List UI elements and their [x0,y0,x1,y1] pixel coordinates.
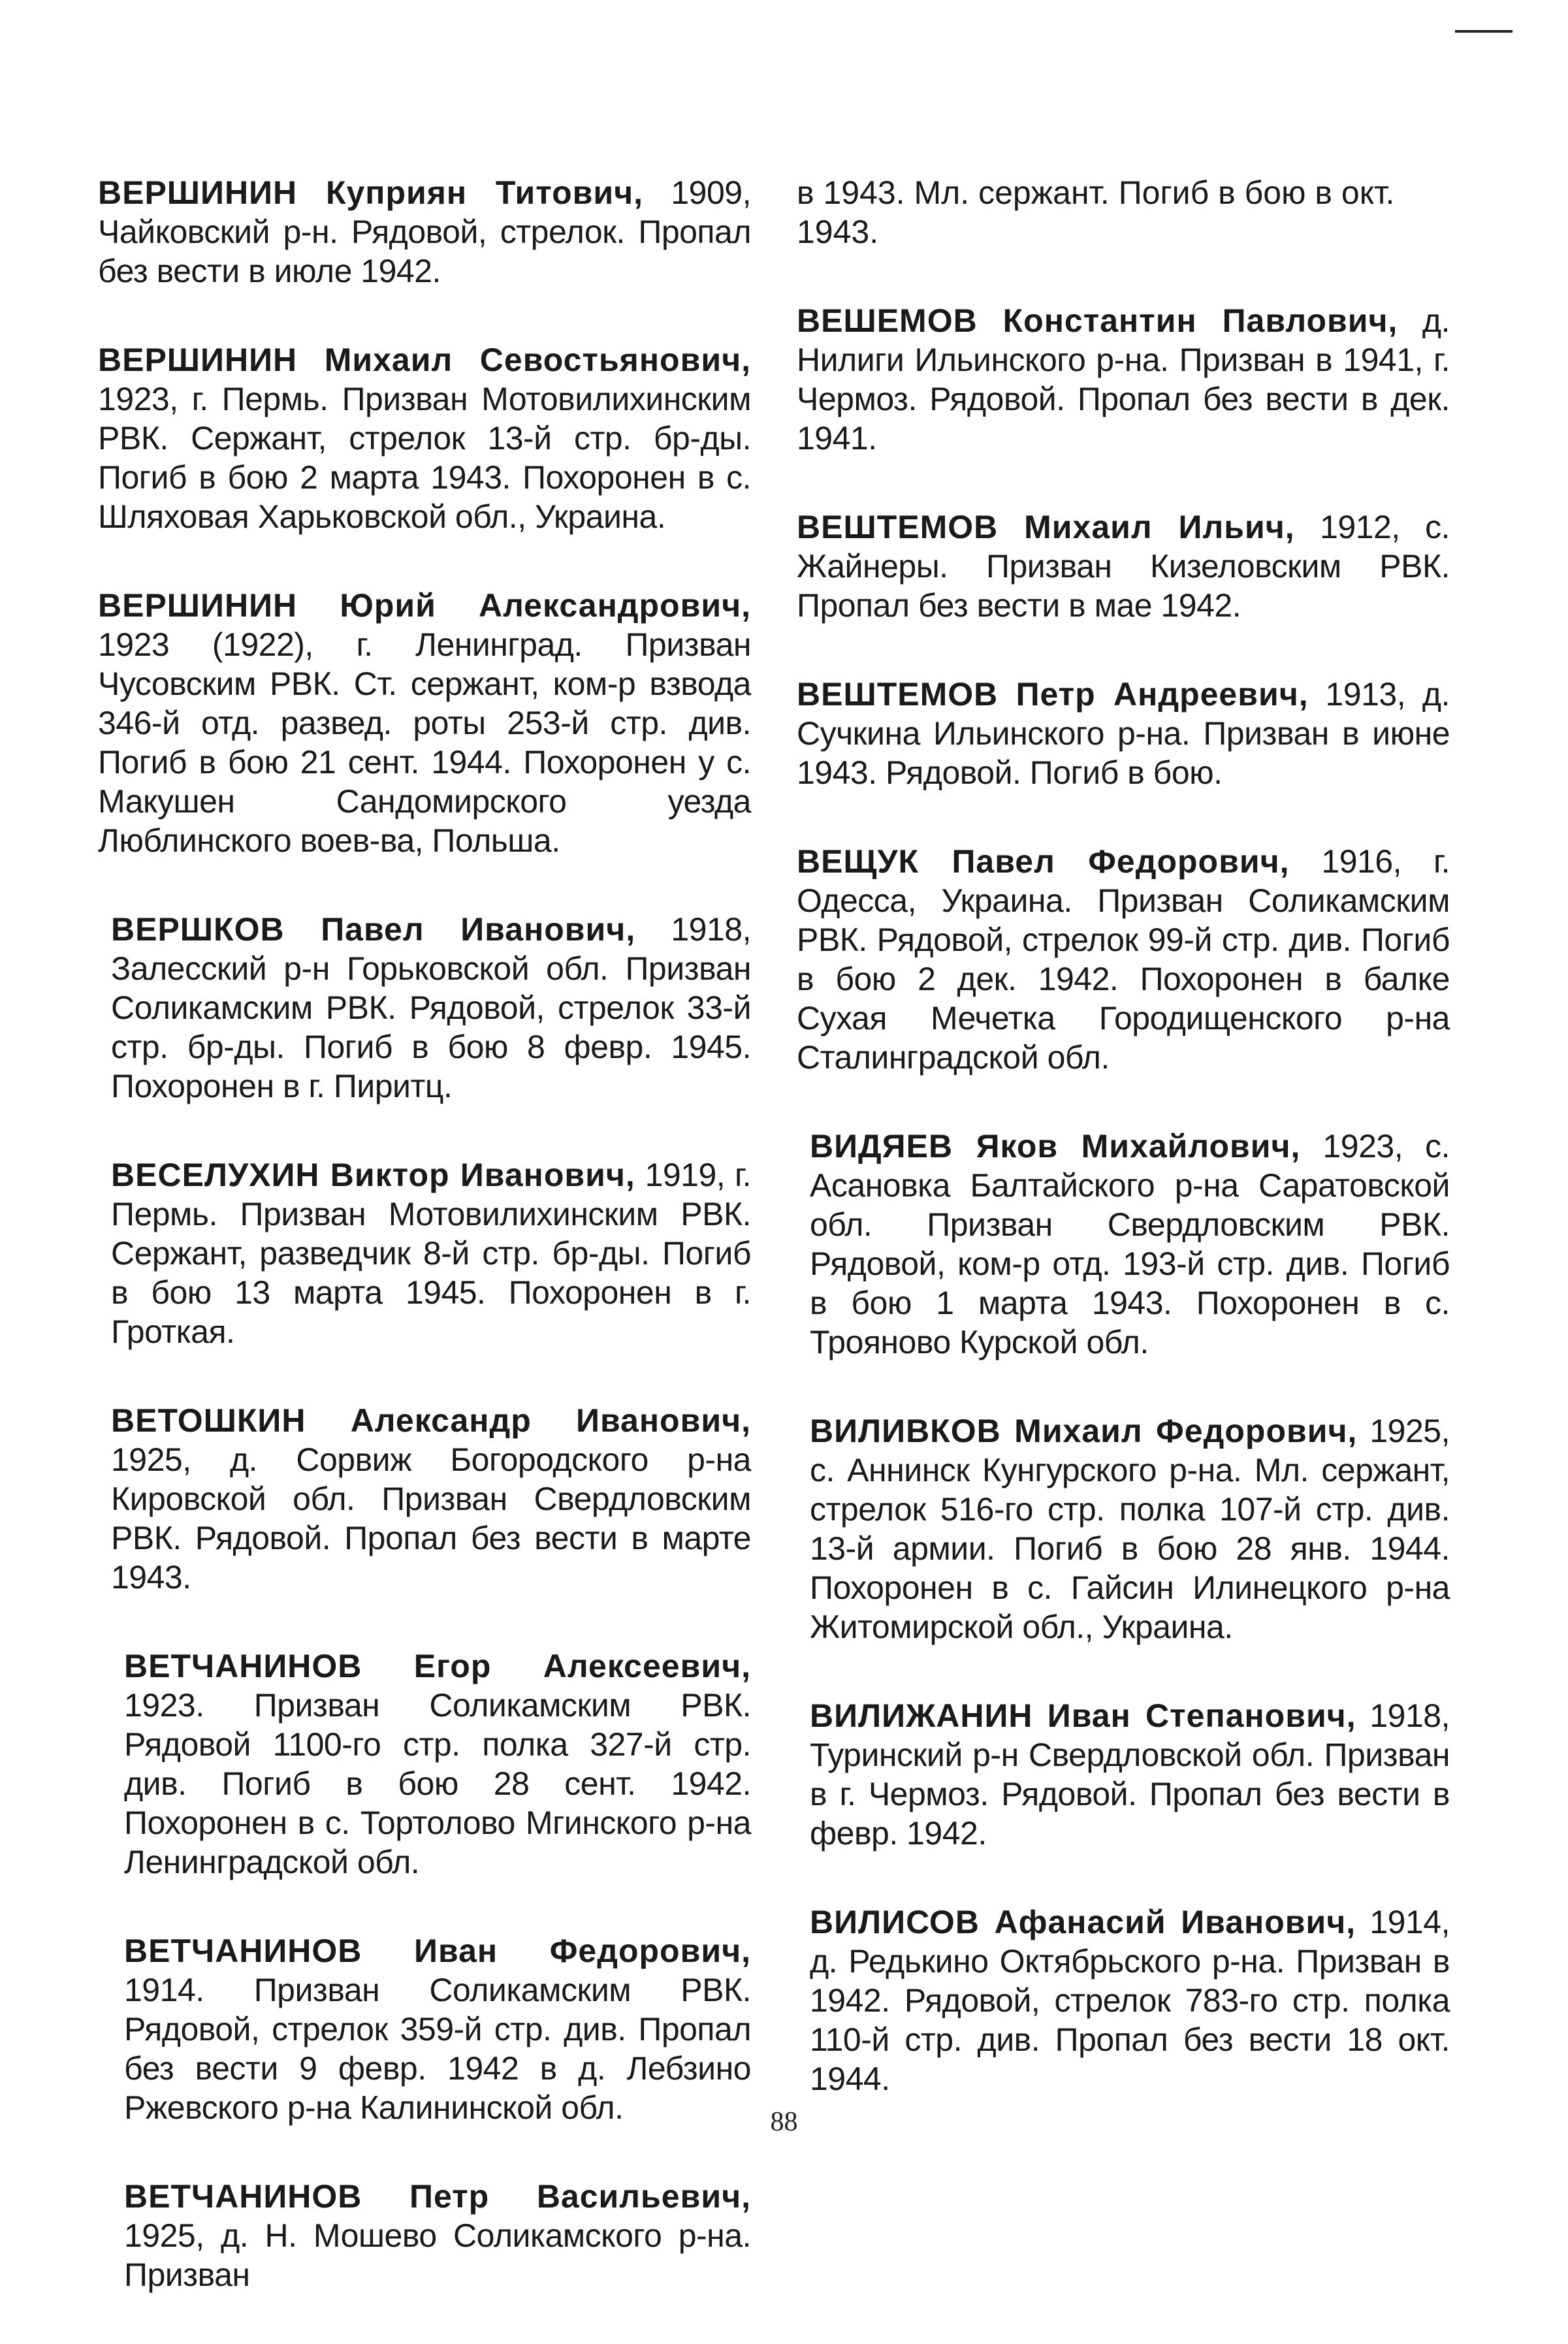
entry-name: ВЕТЧАНИНОВ Егор Алексеевич, [124,1648,751,1684]
entry-name: ВЕШТЕМОВ Петр Андреевич, [797,676,1309,713]
entry-vershkov-pavel [111,910,751,1106]
corner-rule [1455,30,1512,33]
entry-text: д. Нилиги Ильинского р-на. Призван в 1941, г. Чермоз. Рядовой. Пропал без вести в дек. 1941. [797,302,1450,457]
entry-veshchuk-pavel [797,842,1450,1077]
entry-name: ВИЛИВКОВ Михаил Федорович, [810,1413,1358,1449]
entry-text: 1916, г. Одесса, Украина. Призван Соликамским РВК. Рядовой, стрелок 99-й стр. див. Погиб в бою 2 дек. 1942. Похоронен в балке Сухая Мечетка Городищенского р-на Сталинградской обл. [797,843,1450,1076]
entry-name: ВЕРШИНИН Куприян Титович, [98,174,644,211]
entry-vetchaninov-ivan [124,1931,751,2127]
entry-name: ВЕТЧАНИНОВ Иван Федорович, [124,1933,751,1969]
entry-text: 1923 (1922), г. Ленинград. Призван Чусовским РВК. Ст. сержант, ком-р взвода 346-й отд. развед. роты 253-й стр. див. Погиб в бою 21 сент. 1944. Похоронен у с. Макушен Сандомирского уезда Люблинского воев-ва, Польша. [98,626,751,859]
entry-vilivkov-mikhail [810,1411,1450,1646]
entry-text: 1925, с. Аннинск Кунгурского р-на. Мл. сержант, стрелок 516-го стр. полка 107-й стр. див. 13-й армии. Погиб в бою 28 янв. 1944. Похоронен в с. Гайсин Илинецкого р-на Житомирской обл., Украина. [810,1413,1450,1645]
entry-vetchaninov-egor [124,1646,751,1882]
entry-text: 1918, Залесский р-н Горьковской обл. Призван Соликамским РВК. Рядовой, стрелок 33-й стр. бр-ды. Погиб в бою 8 февр. 1945. Похоронен в г. Пиритц. [111,911,751,1104]
entry-veshtemov-petr [797,675,1450,792]
entry-text: 1923, г. Пермь. Призван Мотовилихинским РВК. Сержант, стрелок 13-й стр. бр-ды. Погиб в бою 2 марта 1943. Похоронен в с. Шляховая Харьковской обл., Украина. [98,381,751,535]
entry-name: ВЕРШИНИН Михаил Севостьянович, [98,342,751,378]
entry-text: 1919, г. Пермь. Призван Мотовилихинским РВК. Сержант, разведчик 8-й стр. бр-ды. Погиб в бою 13 марта 1945. Похоронен в г. Гроткая. [111,1157,751,1350]
entry-veselukhin-viktor [111,1155,751,1351]
entry-text: 1913, д. Сучкина Ильинского р-на. Призван в июне 1943. Рядовой. Погиб в бою. [797,676,1450,791]
entry-vetoshkin-aleksandr [111,1401,751,1597]
entry-text: 1914. Призван Соликамским РВК. Рядовой, стрелок 359-й стр. див. Пропал без вести 9 февр. 1942 в д. Лебзино Ржевского р-на Калининской обл. [124,1972,751,2126]
entry-name: ВЕЩУК Павел Федорович, [797,843,1290,880]
entry-name: ВИЛИЖАНИН Иван Степанович, [810,1697,1356,1734]
entry-name: ВЕТОШКИН Александр Иванович, [111,1402,751,1439]
entry-name: ВЕШТЕМОВ Михаил Ильич, [797,509,1295,545]
entry-name: ВИЛИСОВ Афанасий Иванович, [810,1904,1356,1940]
continuation-text: в 1943. Мл. сержант. Погиб в бою в окт. 1943. [797,174,1395,250]
entry-name: ВЕСЕЛУХИН Виктор Иванович, [111,1157,635,1193]
entry-text: 1925, д. Н. Мошево Соликамского р-на. Призван [124,2217,751,2293]
entry-text: 1912, с. Жайнеры. Призван Кизеловским РВК. Пропал без вести в мае 1942. [797,509,1450,624]
entry-veshemov-konstantin [797,301,1450,458]
entry-vilisov-afanasiy [810,1902,1450,2098]
entry-text: 1909, Чайковский р-н. Рядовой, стрелок. Пропал без вести в июле 1942. [98,174,751,289]
entry-vilizhanin-ivan [810,1696,1450,1853]
entry-vershinin-kupriyan [98,173,751,291]
entry-vershinin-yuriy [98,586,751,860]
left-column [98,173,751,2344]
entry-veshtemov-mikhail [797,507,1450,625]
page-number: 88 [770,2107,798,2137]
entry-vidyaev-yakov [810,1127,1450,1362]
entry-vershinin-mikhail [98,340,751,536]
entry-name: ВЕТЧАНИНОВ Петр Васильевич, [124,2178,751,2215]
entry-text: 1918, Туринский р-н Свердловской обл. Призван в г. Чермоз. Рядовой. Пропал без вести в февр. 1942. [810,1697,1450,1852]
entry-name: ВЕШЕМОВ Константин Павлович, [797,302,1398,339]
entry-text: 1923, с. Асановка Балтайского р-на Саратовской обл. Призван Свердловским РВК. Рядовой, ком-р отд. 193-й стр. див. Погиб в бою 1 марта 1943. Похоронен в с. Трояново Курской обл. [810,1128,1450,1360]
entry-name: ВЕРШИНИН Юрий Александрович, [98,587,751,624]
entry-text: 1923. Призван Соликамским РВК. Рядовой 1100-го стр. полка 327-й стр. див. Погиб в бою 28 сент. 1942. Похоронен в с. Тортолово Мгинского р-на Ленинградской обл. [124,1687,751,1880]
entry-name: ВИДЯЕВ Яков Михайлович, [810,1128,1301,1164]
right-column [797,173,1450,2148]
entry-text: 1914, д. Редькино Октябрьского р-на. Призван в 1942. Рядовой, стрелок 783-го стр. полка 110-й стр. див. Пропал без вести 18 окт. 1944. [810,1904,1450,2097]
entry-vetchaninov-petr [124,2177,751,2294]
entry-text: 1925, д. Сорвиж Богородского р-на Кировской обл. Призван Свердловским РВК. Рядовой. Пропал без вести в марте 1943. [111,1441,751,1596]
entry-name: ВЕРШКОВ Павел Иванович, [111,911,636,948]
